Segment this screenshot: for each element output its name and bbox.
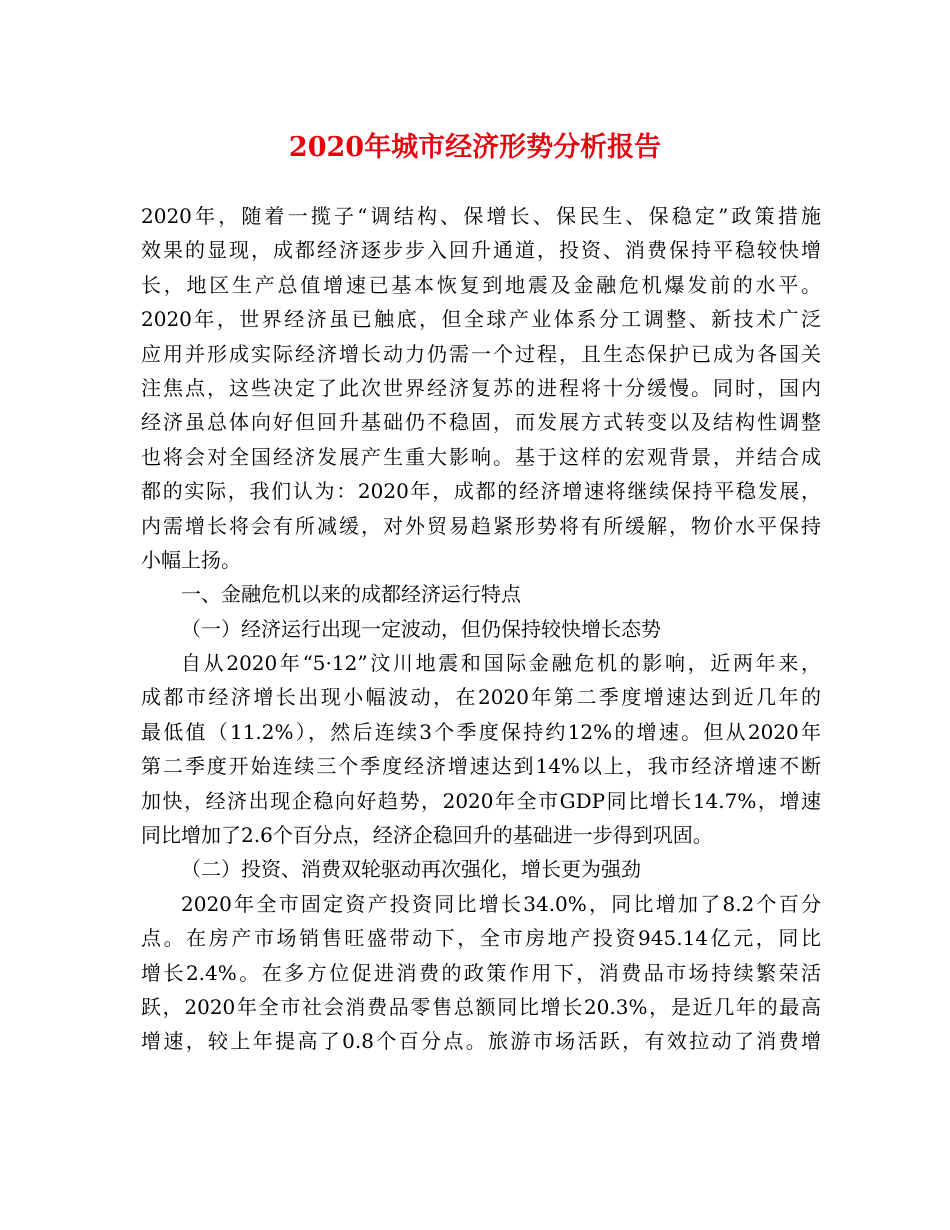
body-line: 第二季度开始连续三个季度经济增速达到14%以上，我市经济增速不断 bbox=[141, 754, 821, 779]
subsection-heading: （二）投资、消费双轮驱动再次强化，增长更为强劲 bbox=[181, 857, 641, 882]
body-line: 经济虽总体向好但回升基础仍不稳固，而发展方式转变以及结构性调整 bbox=[141, 410, 821, 435]
body-line: 增长2.4%。在多方位促进消费的政策作用下，消费品市场持续繁荣活 bbox=[141, 960, 821, 985]
body-line: 加快，经济出现企稳向好趋势，2020年全市GDP同比增长14.7%，增速 bbox=[141, 788, 821, 813]
body-line: 都的实际，我们认为：2020年，成都的经济增速将继续保持平稳发展， bbox=[141, 479, 821, 504]
body-line: 长，地区生产总值增速已基本恢复到地震及金融危机爆发前的水平。 bbox=[141, 272, 821, 297]
document-title: 2020年城市经济形势分析报告 bbox=[288, 132, 662, 163]
body-line: 2020年全市固定资产投资同比增长34.0%，同比增加了8.2个百分 bbox=[181, 891, 821, 916]
body-line: 自从2020年“5·12”汶川地震和国际金融危机的影响，近两年来， bbox=[181, 651, 821, 676]
body-line: 2020年，随着一揽子“调结构、保增长、保民生、保稳定”政策措施 bbox=[141, 204, 821, 228]
subsection-heading: （一）经济运行出现一定波动，但仍保持较快增长态势 bbox=[181, 616, 661, 641]
body-line: 点。在房产市场销售旺盛带动下，全市房地产投资945.14亿元，同比 bbox=[141, 926, 821, 951]
body-line: 跃，2020年全市社会消费品零售总额同比增长20.3%，是近几年的最高 bbox=[141, 994, 821, 1019]
body-line: 内需增长将会有所减缓，对外贸易趋紧形势将有所缓解，物价水平保持 bbox=[141, 513, 821, 538]
body-line: 2020年，世界经济虽已触底，但全球产业体系分工调整、新技术广泛 bbox=[141, 307, 821, 332]
body-line: 小幅上扬。 bbox=[141, 547, 241, 572]
body-line: 成都市经济增长出现小幅波动，在2020年第二季度增速达到近几年的 bbox=[141, 685, 821, 710]
body-line: 注焦点，这些决定了此次世界经济复苏的进程将十分缓慢。同时，国内 bbox=[141, 375, 821, 400]
body-line: 应用并形成实际经济增长动力仍需一个过程，且生态保护已成为各国关 bbox=[141, 341, 821, 366]
body-line: 效果的显现，成都经济逐步步入回升通道，投资、消费保持平稳较快增 bbox=[141, 238, 821, 263]
body-line: 同比增加了2.6个百分点，经济企稳回升的基础进一步得到巩固。 bbox=[141, 823, 713, 848]
body-line: 也将会对全国经济发展产生重大影响。基于这样的宏观背景，并结合成 bbox=[141, 444, 821, 469]
body-line: 增速，较上年提高了0.8个百分点。旅游市场活跃，有效拉动了消费增 bbox=[141, 1029, 821, 1054]
body-line: 最低值（11.2%），然后连续3个季度保持约12%的增速。但从2020年 bbox=[141, 719, 821, 744]
document-body bbox=[141, 199, 821, 1059]
section-heading: 一、金融危机以来的成都经济运行特点 bbox=[181, 582, 521, 607]
